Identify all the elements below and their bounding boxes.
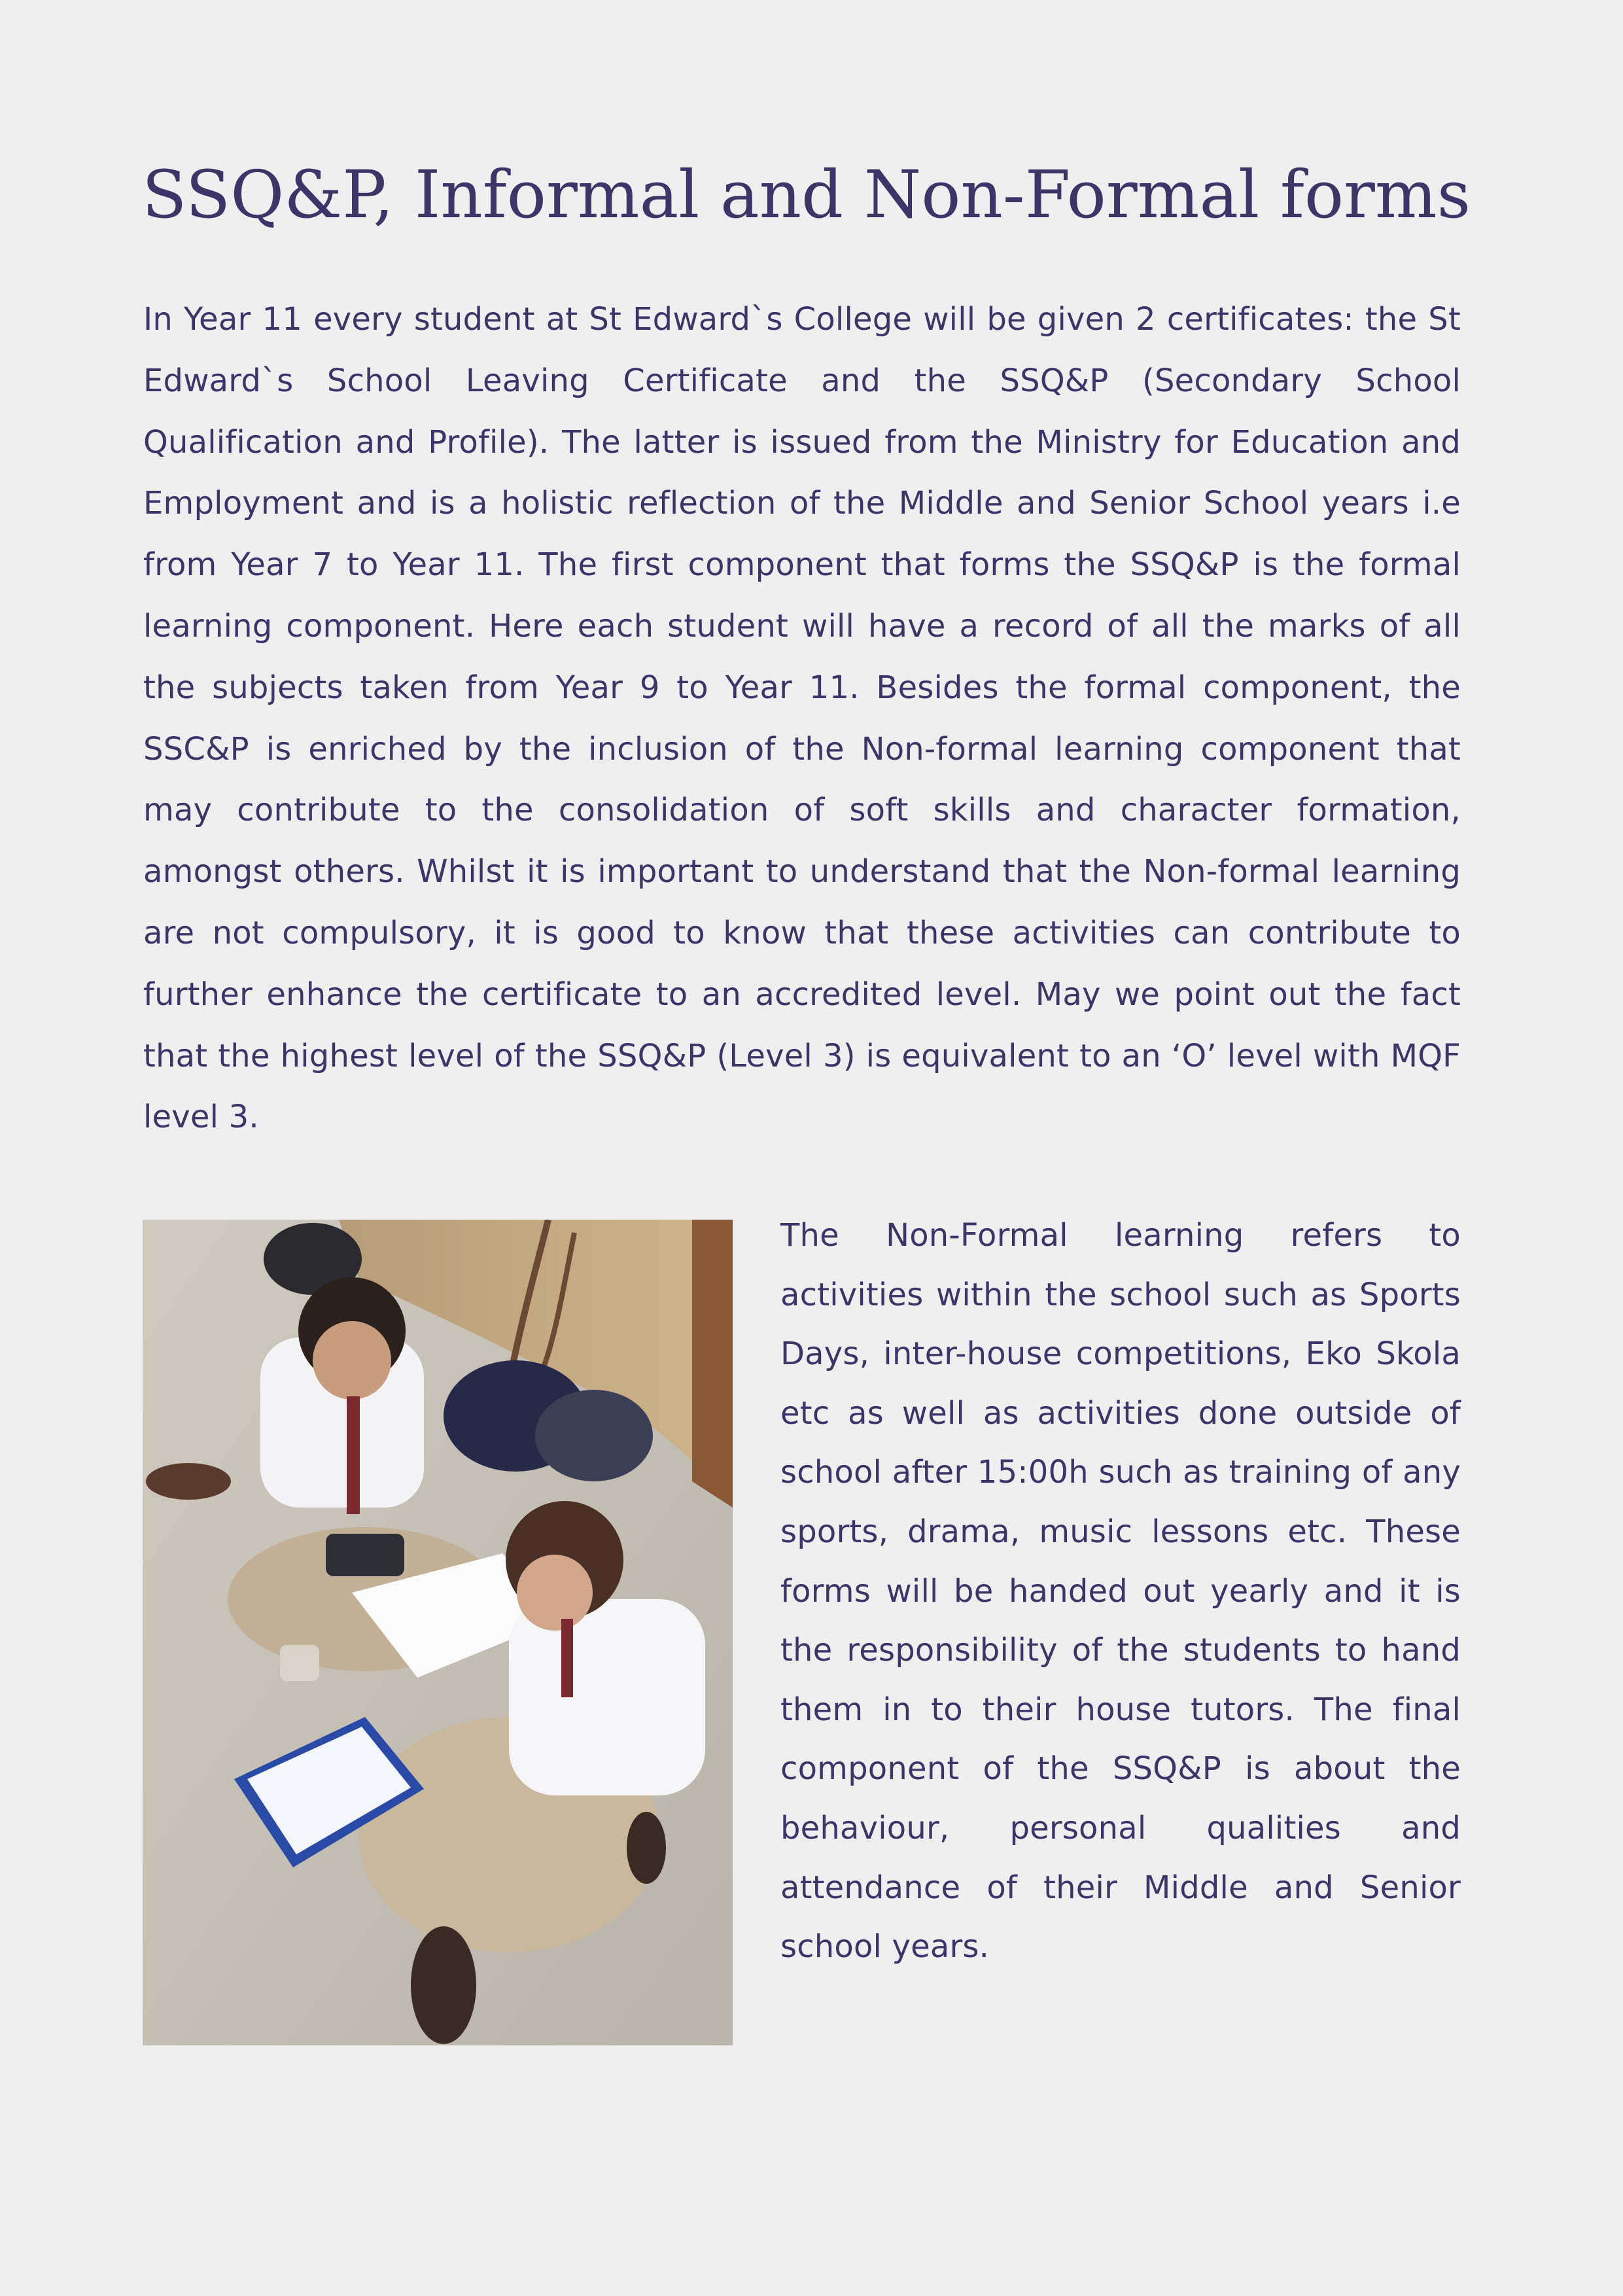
students-photo [143,1220,733,2045]
page-title: SSQ&P, Informal and Non-Formal forms [142,156,1471,233]
intro-paragraph: In Year 11 every student at St Edward`s College will be given 2 certificates: the St Edward`s School Leaving Certificate and the SSQ&P (Secondary School Qualification and Profile). The latter is issued from the Ministry for Education and Employment and is a holistic reflection of the Middle and Senior School years i.e from Year 7 to Year 11. The first component that forms the SSQ&P is the formal learning component. Here each student will have a record of all the marks of all the subjects taken from Year 9 to Year 11. Besides the formal component, the SSC&P is enriched by the inclusion of the Non-formal learning component that may contribute to the consolidation of soft skills and character formation, amongst others. Whilst it is important to understand that the Non-formal learning are not compulsory, it is good to know that these activities can contribute to further enhance the certificate to an accredited level. May we point out the fact that the highest level of the SSQ&P (Level 3) is equivalent to an ‘O’ level with MQF level 3. [143,301,1461,1136]
side-paragraph: The Non-Formal learning refers to activities within the school such as Sports Days, inter-house competitions, Eko Skola etc as well as activities done outside of school after 15:00h such as training of any sports, drama, music lessons etc. These forms will be handed out yearly and it is the responsibility of the students to hand them in to their house tutors. The final component of the SSQ&P is about the behaviour, personal qualities and attendance of their Middle and Senior school years. [780,1217,1461,1966]
students-photo-illustration [143,1220,733,2045]
